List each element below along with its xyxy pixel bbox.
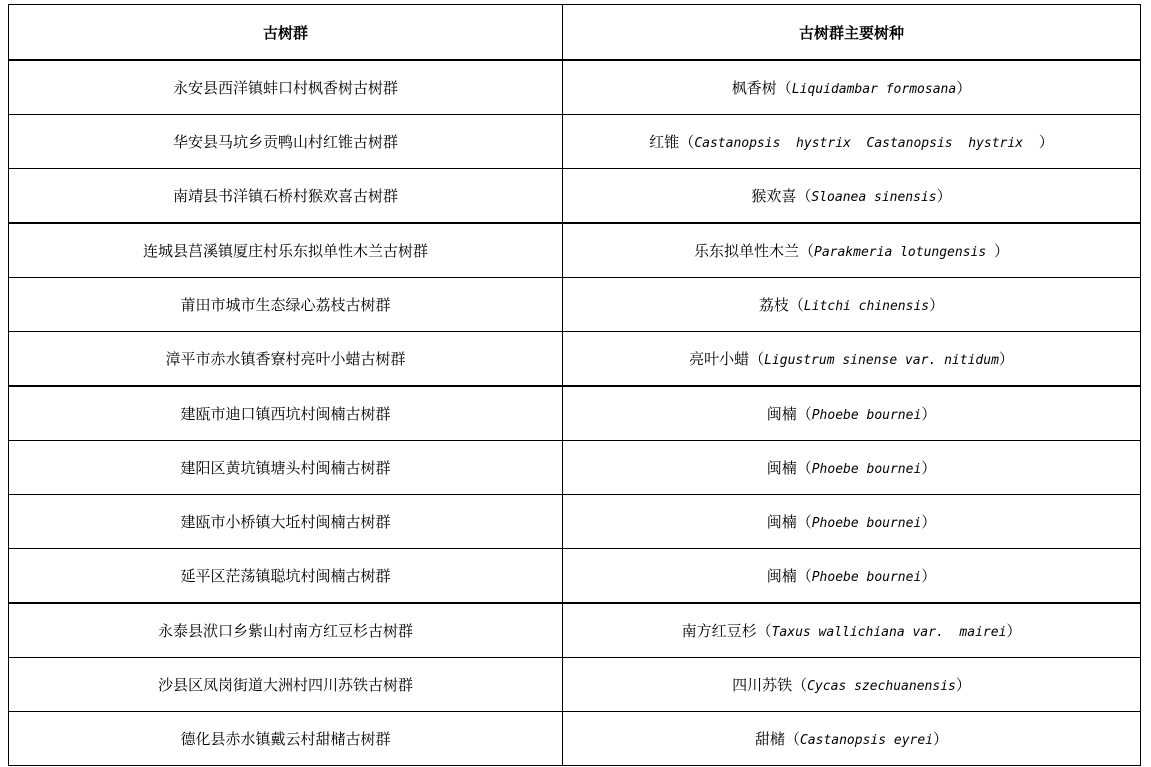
species-scientific-name: Phoebe bournei [811, 516, 922, 531]
open-parenthesis: （ [788, 296, 804, 314]
main-species-cell [563, 549, 1141, 604]
species-scientific-name: Sloanea sinensis [811, 190, 937, 205]
species-chinese-name: 南方红豆杉 [681, 622, 757, 640]
tree-group-cell: 永安县西洋镇蚌口村枫香树古树群 [9, 60, 563, 115]
tree-group-cell: 建瓯市迪口镇西坑村闽楠古树群 [9, 386, 563, 441]
table-row [9, 441, 1141, 495]
species-scientific-name: Parakmeria lotungensis [814, 245, 995, 260]
species-chinese-name: 猴欢喜 [751, 187, 797, 205]
species-scientific-name: Castanopsis hystrix Castanopsis hystrix [694, 136, 1039, 151]
main-species-cell [563, 60, 1141, 115]
species-chinese-name: 四川苏铁 [732, 676, 793, 694]
main-species-cell [563, 169, 1141, 224]
species-scientific-name: Castanopsis eyrei [799, 733, 934, 748]
table-row [9, 712, 1141, 766]
species-chinese-name: 亮叶小蜡 [689, 350, 750, 368]
close-parenthesis: ） [921, 405, 937, 423]
species-scientific-name: Liquidambar formosana [791, 82, 957, 97]
table-row [9, 603, 1141, 658]
close-parenthesis: ） [994, 242, 1010, 260]
species-scientific-name: Ligustrum sinense var. nitidum [764, 353, 999, 368]
close-parenthesis: ） [921, 513, 937, 531]
close-parenthesis: ） [956, 79, 972, 97]
main-species-cell [563, 386, 1141, 441]
table-row [9, 278, 1141, 332]
open-parenthesis: （ [776, 79, 792, 97]
open-parenthesis: （ [796, 405, 812, 423]
species-chinese-name: 闽楠 [766, 405, 797, 423]
close-parenthesis: ） [921, 459, 937, 477]
main-species-cell [563, 712, 1141, 766]
species-chinese-name: 红锥 [649, 133, 680, 151]
header-group: 古树群 [9, 5, 563, 61]
table-row [9, 386, 1141, 441]
main-species-cell [563, 603, 1141, 658]
tree-group-cell: 漳平市赤水镇香寮村亮叶小蜡古树群 [9, 332, 563, 387]
tree-group-cell: 莆田市城市生态绿心荔枝古树群 [9, 278, 563, 332]
tree-group-cell: 延平区茫荡镇聪坑村闽楠古树群 [9, 549, 563, 604]
close-parenthesis: ） [929, 296, 945, 314]
close-parenthesis: ） [921, 567, 937, 585]
ancient-tree-groups-table [8, 4, 1141, 766]
main-species-cell [563, 658, 1141, 712]
tree-group-cell: 南靖县书洋镇石桥村猴欢喜古树群 [9, 169, 563, 224]
main-species-cell [563, 495, 1141, 549]
tree-group-cell: 建瓯市小桥镇大坵村闽楠古树群 [9, 495, 563, 549]
open-parenthesis: （ [796, 459, 812, 477]
species-chinese-name: 枫香树 [731, 79, 777, 97]
open-parenthesis: （ [796, 187, 812, 205]
tree-group-cell: 连城县莒溪镇厦庄村乐东拟单性木兰古树群 [9, 223, 563, 278]
table-row [9, 658, 1141, 712]
table-row [9, 169, 1141, 224]
close-parenthesis: ） [936, 187, 952, 205]
close-parenthesis: ） [1006, 622, 1022, 640]
main-species-cell [563, 278, 1141, 332]
table-row [9, 223, 1141, 278]
species-scientific-name: Taxus wallichiana var. mairei [771, 625, 1007, 640]
species-chinese-name: 甜槠 [754, 730, 785, 748]
tree-group-cell: 永泰县洑口乡紫山村南方红豆杉古树群 [9, 603, 563, 658]
species-scientific-name: Phoebe bournei [811, 570, 922, 585]
species-chinese-name: 闽楠 [766, 567, 797, 585]
tree-group-cell: 建阳区黄坑镇塘头村闽楠古树群 [9, 441, 563, 495]
main-species-cell [563, 441, 1141, 495]
tree-group-cell: 沙县区凤岗街道大洲村四川苏铁古树群 [9, 658, 563, 712]
open-parenthesis: （ [798, 242, 814, 260]
species-scientific-name: Phoebe bournei [811, 462, 922, 477]
header-row [9, 5, 1141, 61]
open-parenthesis: （ [796, 513, 812, 531]
species-scientific-name: Litchi chinensis [803, 299, 930, 314]
open-parenthesis: （ [796, 567, 812, 585]
open-parenthesis: （ [679, 133, 695, 151]
close-parenthesis: ） [998, 350, 1014, 368]
species-chinese-name: 闽楠 [766, 513, 797, 531]
table-row [9, 495, 1141, 549]
table-row [9, 115, 1141, 169]
tree-group-cell: 德化县赤水镇戴云村甜槠古树群 [9, 712, 563, 766]
open-parenthesis: （ [792, 676, 808, 694]
close-parenthesis: ） [1038, 133, 1054, 151]
tree-group-cell: 华安县马坑乡贡鸭山村红锥古树群 [9, 115, 563, 169]
open-parenthesis: （ [756, 622, 772, 640]
species-chinese-name: 乐东拟单性木兰 [693, 242, 799, 260]
species-chinese-name: 荔枝 [758, 296, 789, 314]
table-row [9, 60, 1141, 115]
species-scientific-name: Phoebe bournei [811, 408, 922, 423]
table-row [9, 549, 1141, 604]
main-species-cell [563, 223, 1141, 278]
header-species: 古树群主要树种 [563, 5, 1141, 61]
close-parenthesis: ） [955, 676, 971, 694]
table-row [9, 332, 1141, 387]
main-species-cell [563, 332, 1141, 387]
open-parenthesis: （ [749, 350, 765, 368]
species-chinese-name: 闽楠 [766, 459, 797, 477]
main-species-cell [563, 115, 1141, 169]
close-parenthesis: ） [933, 730, 949, 748]
open-parenthesis: （ [784, 730, 800, 748]
species-scientific-name: Cycas szechuanensis [807, 679, 956, 694]
